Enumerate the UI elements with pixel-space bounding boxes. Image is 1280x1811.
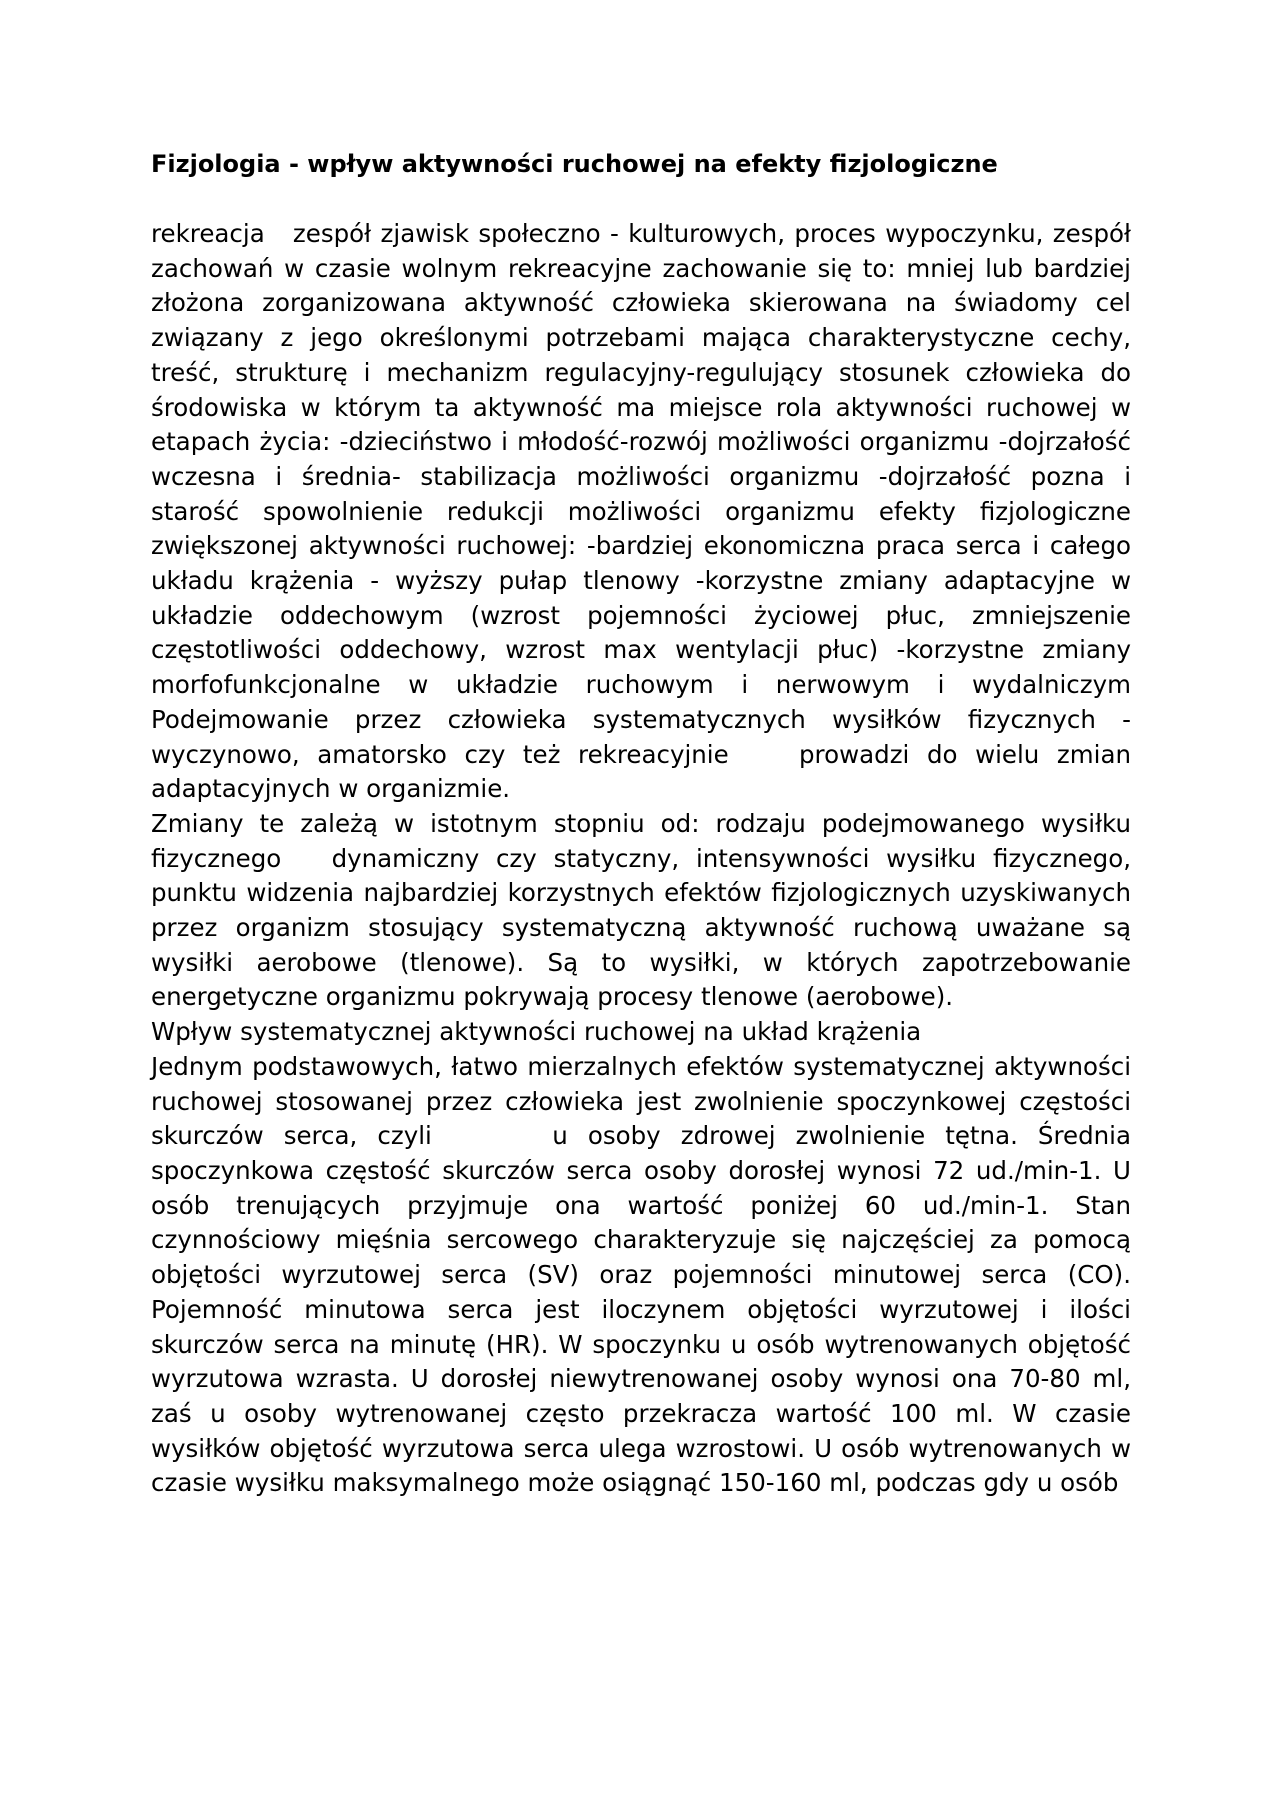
document-page [151, 146, 1131, 1501]
section-heading-circulation: Wpływ systematycznej aktywności ruchowej na układ krążenia [151, 1017, 922, 1047]
paragraph-heart-rate: Jednym podstawowych, łatwo mierzalnych efektów systematycznej aktywności ruchowej stosowanej przez człowieka jest zwolnienie spoczynkowej częstości skurczów serca, czyli u osoby zdrowej zwolnienie tętna. Średnia spoczynkowa częstość skurczów serca osoby dorosłej wynosi 72 ud./min-1. U osób trenujących przyjmuje ona wartość poniżej 60 ud./min-1. Stan czynnościowy mięśnia sercowego charakteryzuje się najczęściej za pomocą objętości wyrzutowej serca (SV) oraz pojemności minutowej serca (CO). Pojemność minutowa serca jest iloczynem objętości wyrzutowej i ilości skurczów serca na minutę (HR). W spoczynku u osób wytrenowanych objętość wyrzutowa wzrasta. U dorosłej niewytrenowanej osoby wynosi ona 70-80 ml, zaś u osoby wytrenowanej często przekracza wartość 100 ml. W czasie wysiłków objętość wyrzutowa serca ulega wzrostowi. U osób wytrenowanych w czasie wysiłku maksymalnego może osiągnąć 150-160 ml, podczas gdy u osób [151, 1051, 1131, 1498]
paragraph-recreation: rekreacja zespół zjawisk społeczno - kulturowych, proces wypoczynku, zespół zachowań w czasie wolnym rekreacyjne zachowanie się to: mniej lub bardziej złożona zorganizowana aktywność człowieka skierowana na świadomy cel związany z jego określonymi potrzebami mająca charakterystyczne cechy, treść, strukturę i mechanizm regulacyjny-regulujący stosunek człowieka do środowiska w którym ta aktywność ma miejsce rola aktywności ruchowej w etapach życia: -dzieciństwo i młodość-rozwój możliwości organizmu -dojrzałość wczesna i średnia- stabilizacja możliwości organizmu -dojrzałość pozna i starość spowolnienie redukcji możliwości organizmu efekty fizjologiczne zwiększonej aktywności ruchowej: -bardziej ekonomiczna praca serca i całego układu krążenia - wyższy pułap tlenowy -korzystne zmiany adaptacyjne w układzie oddechowym (wzrost pojemności życiowej płuc, zmniejszenie częstotliwości oddechowy, wzrost max wentylacji płuc) -korzystne zmiany morfofunkcjonalne w układzie ruchowym i nerwowym i wydalniczym Podejmowanie przez człowieka systematycznych wysiłków fizycznych - wyczynowo, amatorsko czy też rekreacyjnie prowadzi do wielu zmian adaptacyjnych w organizmie. [151, 219, 1131, 804]
paragraph-changes: Zmiany te zależą w istotnym stopniu od: rodzaju podejmowanego wysiłku fizycznego dynamiczny czy statyczny, intensywności wysiłku fizycznego, punktu widzenia najbardziej korzystnych efektów fizjologicznych uzyskiwanych przez organizm stosujący systematyczną aktywność ruchową uważane są wysiłki aerobowe (tlenowe). Są to wysiłki, w których zapotrzebowanie energetyczne organizmu pokrywają procesy tlenowe (aerobowe). [151, 808, 1131, 1012]
document-title: Fizjologia - wpływ aktywności ruchowej na efekty fizjologiczne [151, 150, 998, 178]
